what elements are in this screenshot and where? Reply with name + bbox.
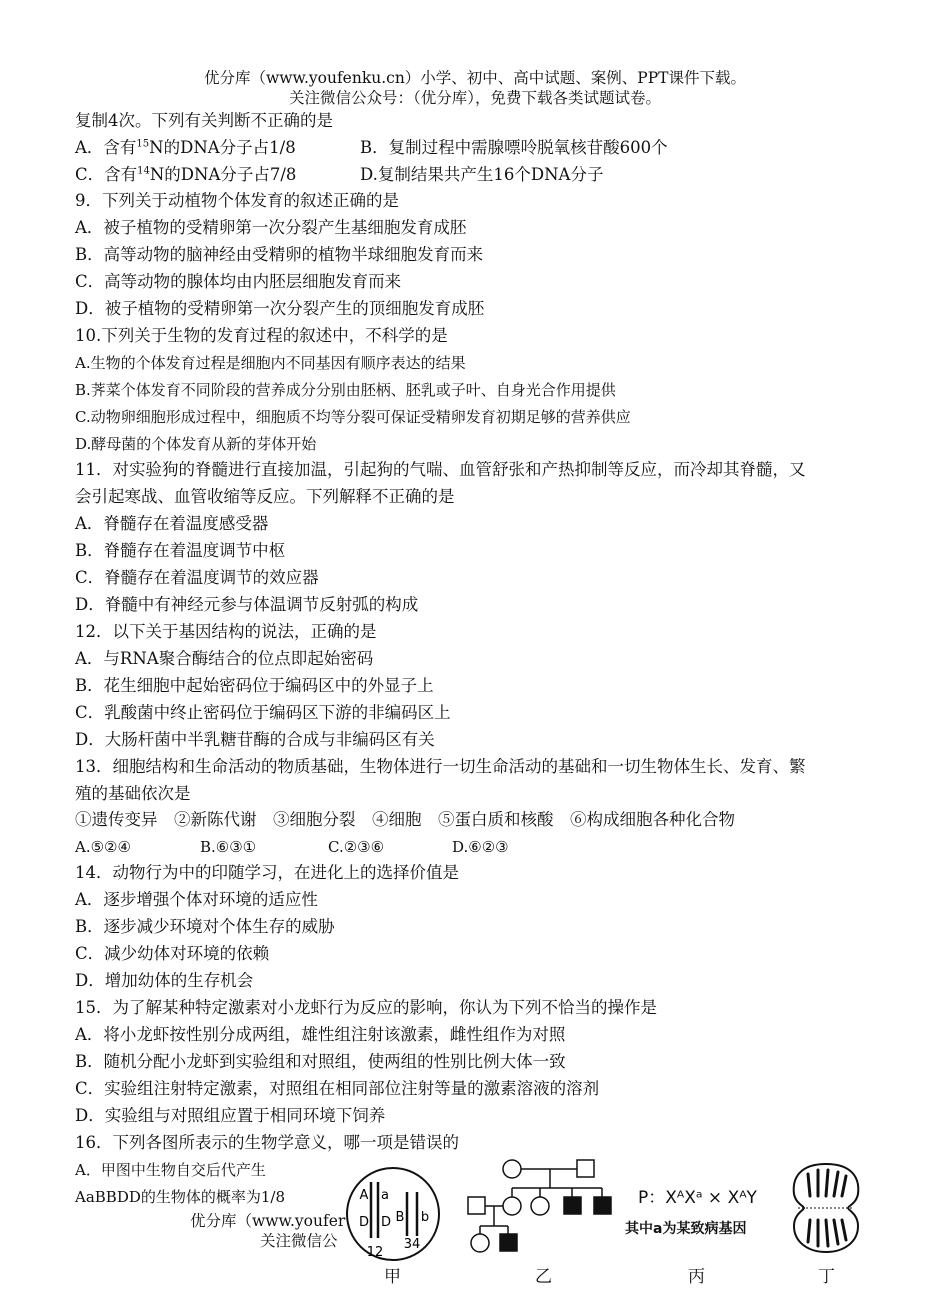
q15-stem: 15．为了解某种特定激素对小龙虾行为反应的影响，你认为下列不恰当的操作是 <box>75 998 657 1017</box>
figure-yi-pedigree <box>462 1156 622 1256</box>
q12-option-b: B．花生细胞中起始密码位于编码区中的外显子上 <box>75 676 434 695</box>
q15-option-b: B．随机分配小龙虾到实验组和对照组，使两组的性别比例大体一致 <box>75 1052 566 1071</box>
q11-stem-line1: 11．对实验狗的脊髓进行直接加温，引起狗的气喘、血管舒张和产热抑制等反应，而冷却其脊髓，又 <box>75 460 806 479</box>
gene-D1-label: D <box>358 1215 370 1230</box>
q14-option-c: C．减少幼体对环境的依赖 <box>75 944 270 963</box>
q14-option-d: D．增加幼体的生存机会 <box>75 971 254 990</box>
q10-stem: 10.下列关于生物的发育过程的叙述中，不科学的是 <box>75 326 448 345</box>
chromosome-numbers-right: 34 <box>403 1237 421 1252</box>
page-footer-line2: 关注微信公 <box>260 1232 338 1250</box>
q12-option-a: A．与RNA聚合酶结合的位点即起始密码 <box>75 649 374 668</box>
q14-stem: 14．动物行为中的印随学习，在进化上的选择价值是 <box>75 863 459 882</box>
gene-a-label: a <box>381 1188 389 1203</box>
q12-option-c: C．乳酸菌中终止密码位于编码区下游的非编码区上 <box>75 703 451 722</box>
q8-option-b: B．复制过程中需腺嘌呤脱氧核苷酸600个 <box>360 138 668 157</box>
q8-option-d: D.复制结果共产生16个DNA分子 <box>360 165 604 184</box>
q14-option-b: B．逐步减少环境对个体生存的威胁 <box>75 917 335 936</box>
q16-stem: 16．下列各图所表示的生物学意义，哪一项是错误的 <box>75 1133 459 1152</box>
page-footer-line1: 优分库（www.youfer <box>190 1212 346 1230</box>
q13-items: ①遗传变异 ②新陈代谢 ③细胞分裂 ④细胞 ⑤蛋白质和核酸 ⑥构成细胞各种化合物 <box>75 810 735 829</box>
q15-option-a: A．将小龙虾按性别分成两组，雄性组注射该激素，雌性组作为对照 <box>75 1025 566 1044</box>
q13-stem-line2: 殖的基础依次是 <box>75 784 191 803</box>
gene-A-label: A <box>359 1188 369 1203</box>
q10-option-c: C.动物卵细胞形成过程中，细胞质不均等分裂可保证受精卵发育初期足够的营养供应 <box>75 408 631 426</box>
figure-bing-note: 其中a为某致病基因 <box>625 1221 747 1237</box>
figure-ding-cell <box>788 1160 864 1256</box>
q13-option-c: C.②③⑥ <box>328 838 385 856</box>
q11-option-a: A．脊髓存在着温度感受器 <box>75 514 269 533</box>
q10-option-b: B.荠菜个体发育不同阶段的营养成分分别由胚柄、胚乳或子叶、自身光合作用提供 <box>75 381 616 399</box>
q13-option-a: A.⑤②④ <box>75 838 131 856</box>
q16-option-a-line2: AaBBDD的生物体的概率为1/8 <box>75 1188 286 1206</box>
q8-option-a: A．含有$^{15}$N的DNA分子占1/8 <box>75 138 296 157</box>
q16-option-a-line1: A．甲图中生物自交后代产生 <box>75 1161 266 1179</box>
figure-label-ding: 丁 <box>818 1267 835 1287</box>
figure-bing-cross: P：XᴬXᵃ × XᴬY <box>638 1188 757 1208</box>
gene-b-label: b <box>420 1210 430 1225</box>
figure-label-yi: 乙 <box>535 1267 552 1287</box>
page-header-line2: 关注微信公众号：（优分库），免费下载各类试题试卷。 <box>288 89 661 107</box>
figure-label-jia: 甲 <box>384 1267 401 1287</box>
figure-label-bing: 丙 <box>688 1267 705 1287</box>
q11-option-d: D．脊髓中有神经元参与体温调节反射弧的构成 <box>75 595 419 614</box>
chromosome-numbers-left: 12 <box>366 1245 384 1260</box>
q10-option-d: D.酵母菌的个体发育从新的芽体开始 <box>75 435 317 453</box>
q11-stem-line2: 会引起寒战、血管收缩等反应。下列解释不正确的是 <box>75 487 455 506</box>
q13-option-b: B.⑥③① <box>200 838 257 856</box>
q15-option-d: D．实验组与对照组应置于相同环境下饲养 <box>75 1106 386 1125</box>
q13-stem-line1: 13．细胞结构和生命活动的物质基础，生物体进行一切生命活动的基础和一切生物体生长、发育、繁 <box>75 757 806 776</box>
figure-jia-cell <box>343 1164 443 1264</box>
q8-option-c: C．含有$^{14}$N的DNA分子占7/8 <box>75 165 297 184</box>
q9-option-d: D．被子植物的受精卵第一次分裂产生的顶细胞发育成胚 <box>75 299 485 318</box>
q10-option-a: A.生物的个体发育过程是细胞内不同基因有顺序表达的结果 <box>75 354 466 372</box>
q8-stem: 复制4次。下列有关判断不正确的是 <box>75 111 333 130</box>
gene-D2-label: D <box>380 1215 392 1230</box>
page-header-line1: 优分库（www.youfenku.cn）小学、初中、高中试题、案例、PPT课件下载。 <box>203 69 747 87</box>
q13-option-d: D.⑥②③ <box>452 838 509 856</box>
q15-option-c: C．实验组注射特定激素，对照组在相同部位注射等量的激素溶液的溶剂 <box>75 1079 600 1098</box>
q9-option-a: A．被子植物的受精卵第一次分裂产生基细胞发育成胚 <box>75 218 467 237</box>
q12-stem: 12．以下关于基因结构的说法，正确的是 <box>75 622 377 641</box>
q9-option-b: B．高等动物的脑神经由受精卵的植物半球细胞发育而来 <box>75 245 484 264</box>
q12-option-d: D．大肠杆菌中半乳糖苷酶的合成与非编码区有关 <box>75 730 435 749</box>
q9-option-c: C．高等动物的腺体均由内胚层细胞发育而来 <box>75 272 402 291</box>
gene-B-label: B <box>395 1210 405 1225</box>
q14-option-a: A．逐步增强个体对环境的适应性 <box>75 890 318 909</box>
q11-option-b: B．脊髓存在着温度调节中枢 <box>75 541 286 560</box>
q9-stem: 9．下列关于动植物个体发育的叙述正确的是 <box>75 191 399 210</box>
q11-option-c: C．脊髓存在着温度调节的效应器 <box>75 568 319 587</box>
